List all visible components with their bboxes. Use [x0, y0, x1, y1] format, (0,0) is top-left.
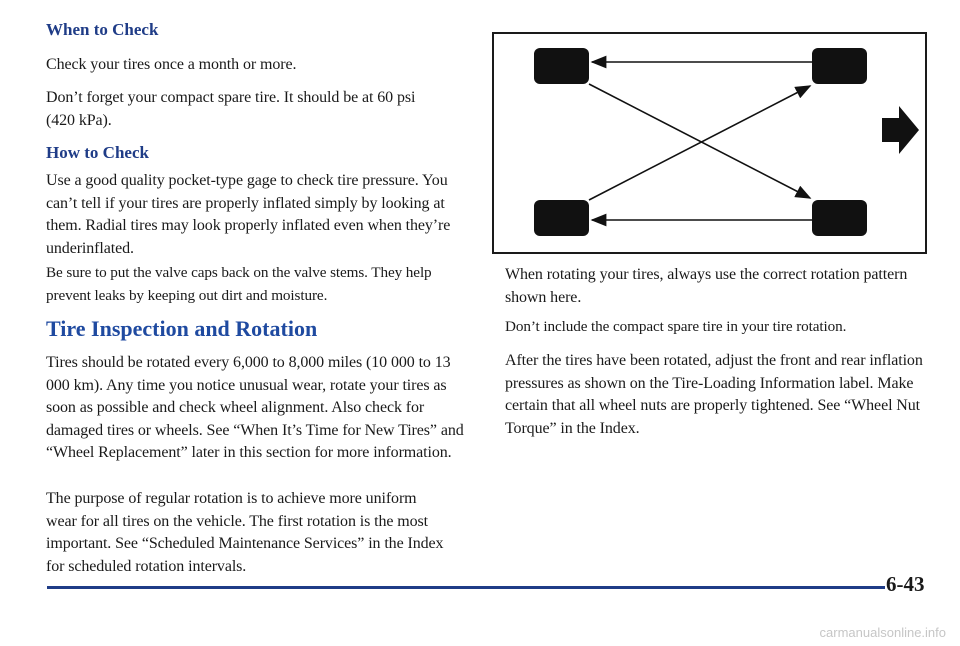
rear-right-tire	[812, 200, 867, 236]
how-to-check-heading: How to Check	[46, 143, 149, 162]
when-to-check-text-1: Check your tires once a month or more.	[46, 56, 297, 73]
page-number: 6-43	[886, 572, 925, 596]
rotation-pattern-text: When rotating your tires, always use the correct rotation pattern shown here.	[505, 266, 908, 306]
spare-tire-text: Don’t include the compact spare tire in your tire rotation.	[505, 318, 847, 335]
rotation-text-1: Tires should be rotated every 6,000 to 8,000 miles (10 000 to 13 000 km). Any time you notice unusual wear, rotate your tires as soon as possible and check wheel alignment. Also check for damaged tires or wheels. See “When It’s Time for New Tires” and “Wheel Replacement” later in this section for more information.	[46, 354, 464, 462]
cross-arrow-to-rear-right	[589, 84, 810, 198]
tire-rotation-section-title: Tire Inspection and Rotation	[46, 316, 318, 341]
front-right-tire	[812, 48, 867, 84]
rotation-pattern-diagram	[492, 32, 927, 254]
front-left-tire	[534, 48, 589, 84]
how-to-check-text-1: Use a good quality pocket-type gage to check tire pressure. You can’t tell if your tires are properly inflated simply by looking at them. Radial tires may look properly inflated even when they’re underinflated.	[46, 172, 451, 257]
rotation-text-2: The purpose of regular rotation is to achieve more uniform wear for all tires on the vehicle. The first rotation is the most important. See “Scheduled Maintenance Services” in the Index for scheduled rotation intervals.	[46, 490, 444, 575]
when-to-check-text-2: Don’t forget your compact spare tire. It should be at 60 psi (420 kPa).	[46, 89, 416, 129]
cross-arrow-to-front-right	[589, 86, 810, 200]
watermark-text: carmanualsonline.info	[819, 625, 946, 640]
rotation-diagram-svg	[494, 34, 925, 252]
how-to-check-text-2: Be sure to put the valve caps back on the valve stems. They help prevent leaks by keeping out dirt and moisture.	[46, 264, 432, 304]
forward-direction-icon	[882, 106, 919, 154]
when-to-check-heading: When to Check	[46, 20, 159, 39]
footer-rule	[47, 586, 885, 589]
rear-left-tire	[534, 200, 589, 236]
after-rotation-text: After the tires have been rotated, adjust the front and rear inflation pressures as shown on the Tire-Loading Information label. Make certain that all wheel nuts are properly tightened. See “Wheel Nut Torque” in the Index.	[505, 352, 923, 437]
